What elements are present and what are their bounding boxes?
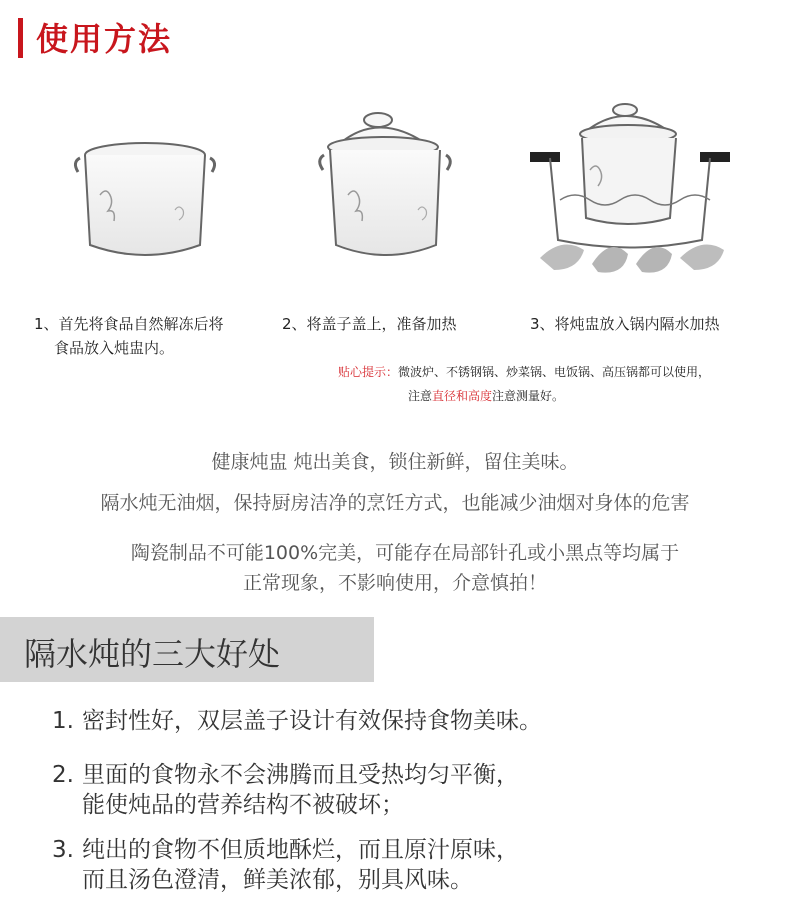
tip-text-1: 微波炉、不锈钢锅、炒菜锅、电饭锅、高压锅都可以使用， <box>398 365 711 379</box>
pot-illustration-open <box>70 100 220 285</box>
benefit-text-3a: 纯出的食物不但质地酥烂，而且原汁原味， <box>82 837 519 863</box>
benefit-item-2 <box>52 760 519 820</box>
benefit-text-1: 密封性好，双层盖子设计有效保持食物美味。 <box>82 708 542 734</box>
pot-in-pan-drawing <box>530 100 760 285</box>
pot-illustration-lidded <box>318 100 468 285</box>
step-1-line-1: 1、首先将食品自然解冻后将 <box>34 315 224 333</box>
tip-line-1 <box>338 360 710 384</box>
pot-open-drawing <box>70 100 220 270</box>
benefit-text-2b: 能使炖品的营养结构不被破坏； <box>82 792 404 818</box>
step-2-line-1: 2、将盖子盖上，准备加热 <box>282 315 457 333</box>
benefit-number-1: 1. <box>52 708 74 734</box>
tip-text-2b: 注意测量好。 <box>492 389 565 403</box>
tip-line-2 <box>408 384 564 408</box>
benefit-number-2: 2. <box>52 762 74 788</box>
step-3-line-1: 3、将炖盅放入锅内隔水加热 <box>530 315 720 333</box>
step-3 <box>530 312 720 336</box>
benefits-heading: 隔水炖的三大好处 <box>24 635 281 673</box>
benefit-number-3: 3. <box>52 837 74 863</box>
tip-highlight: 直径和高度 <box>432 389 493 403</box>
tip-label: 贴心提示： <box>338 365 399 379</box>
title-accent-bar <box>18 18 23 58</box>
intro-line-1: 健康炖盅 炖出美食，锁住新鲜，留住美味。 <box>211 451 579 473</box>
benefit-text-2a: 里面的食物永不会沸腾而且受热均匀平衡， <box>82 762 519 788</box>
page-title: 使用方法 <box>36 20 173 58</box>
intro-line-3: 陶瓷制品不可能100%完美，可能存在局部针孔或小黑点等均属于 <box>130 542 680 564</box>
benefit-item-3 <box>52 835 519 895</box>
step-1 <box>34 312 224 360</box>
step-2 <box>282 312 457 336</box>
pot-lidded-drawing <box>318 100 468 270</box>
tip-text-2a: 注意 <box>408 389 433 403</box>
intro-line-4: 正常现象，不影响使用，介意慎拍！ <box>242 572 547 594</box>
benefits-heading-band <box>0 617 374 682</box>
benefit-item-1 <box>52 706 542 736</box>
benefit-text-3b: 而且汤色澄清，鲜美浓郁，别具风味。 <box>82 867 473 893</box>
pot-illustration-in-pan <box>530 100 760 285</box>
intro-line-2: 隔水炖无油烟，保持厨房洁净的烹饪方式，也能减少油烟对身体的危害 <box>100 492 690 514</box>
step-1-line-2: 食品放入炖盅内。 <box>54 339 175 357</box>
